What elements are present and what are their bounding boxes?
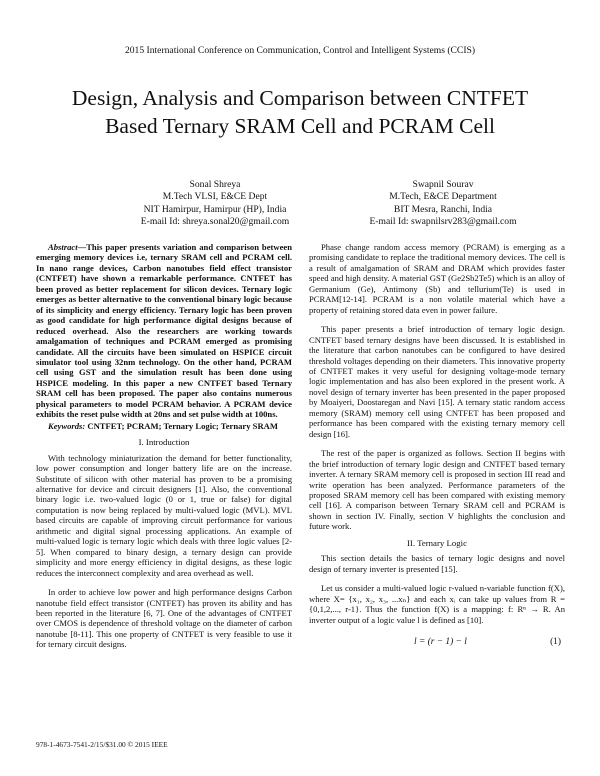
author-1-dept: M.Tech VLSI, E&CE Dept xyxy=(162,191,268,203)
title-line-2: Based Ternary SRAM Cell and PCRAM Cell xyxy=(105,114,495,138)
copyright-footer: 978-1-4673-7541-2/15/$31.00 © 2015 IEEE xyxy=(36,740,168,749)
section-heading-introduction: I. Introduction xyxy=(138,437,190,448)
abstract xyxy=(36,242,292,431)
abstract-text xyxy=(36,242,292,420)
author-2-dept: M.Tech, E&CE Department xyxy=(389,191,497,203)
overview-paragraph: This paper presents a brief introduction of ternary logic design. CNTFET based ternary designs have been discussed. It is established in the literature that carbon nanotubes can be configured to have desired threshold voltages depending on their diameters. This innovative property of CNTFET makes it very useful for designing voltage-mode ternary logic implementation and has also been explored in the present work. A novel design of ternary inverter has been presented in the paper proposed by Moaiyeri, Doostaregan and Navi [15]. A ternary static random access memory (SRAM) memory cell using CNTFET has been proposed and performance has been compared with the existing ternary memory cell design [16]. xyxy=(309,324,565,439)
intro-paragraph-1: With technology miniaturization the demand for better functionality, low power consumption and longer battery life are on the increase. Substitute of silicon with other material has proven to be a promising alternative for device and circuit designers [1]. Also, the conventional binary logic i.e. two-valued logic (0 or 1, true or false) for digital computation is now being replaced by multi-valued logic (MVL). MVL based circuits are capable of improving circuit performance for various arithmetic and digital signal processing applications. An example of multi-valued logic is ternary logic which deals with three logic values [2-5]. When compared to binary design, a ternary design can provide simplicity and more energy efficiency in digital designs, as these logic reduces the interconnect complexity and area overhead as well. xyxy=(36,452,292,578)
author-2-email: E-mail Id: swapnilsrv283@gmail.com xyxy=(369,216,517,228)
abstract-body: —This paper presents variation and comparison between emerging memory devices i.e, ternary SRAM cell and PCRAM cell. In nano range devices, Carbon nanotubes field effect transistor (CNTFET) have shown a remarkable performance. CNTFET has been proved as better replacement for silicon devices. Ternary logic emerges as better alternative to the conventional binary logic because of its simplicity and energy efficiency. Ternary logic has been proven as good candidate for high performance digital designs because of reduced overhead. Also the researchers are working towards amalgamation of techniques and PCRAM emerged as promising candidate. All the circuits have been simulated on HSPICE circuit simulator tool using 32nm technology. On the other hand, PCRAM cell using GST and the simulation result has been done using HSPICE modeling. In this paper a new CNTFET based Ternary SRAM cell has been proposed. The paper also contains numerous physical parameters to model PCRAM behavior. A PCRAM device exhibits the reset pulse width at 20ns and set pulse width at 100ns. xyxy=(36,242,292,420)
conference-header: 2015 International Conference on Communication, Control and Intelligent Systems (CCIS) xyxy=(124,45,476,56)
equation-formula: l = (r − 1) − l xyxy=(414,636,467,647)
author-1-affiliation: NIT Hamirpur, Hamirpur (HP), India xyxy=(143,203,287,215)
abstract-label: Abstract xyxy=(48,242,78,252)
multivalued-logic-paragraph: Let us consider a multi-valued logic r-valued n-variable function f(X), where X= {x₁, x₂, x₃, ...xₙ} and each xᵢ can take up values from R = {0,1,2,..., r-1}. Thus the function f(X) is a mapping: f: Rⁿ → R. An inverter output of a logic value l is defined as [10]. xyxy=(309,583,565,625)
author-1-block xyxy=(105,179,325,229)
keywords-text: CNTFET; PCRAM; Ternary Logic; Ternary SRAM xyxy=(85,420,278,431)
author-2-name: Swapnil Sourav xyxy=(412,179,474,190)
left-column xyxy=(36,242,292,650)
equation-1 xyxy=(309,637,565,651)
section-heading-ternary-logic: II. Ternary Logic xyxy=(406,537,468,548)
equation-number: (1) xyxy=(550,636,561,647)
author-1-email: E-mail Id: shreya.sonal20@gmail.com xyxy=(140,216,290,228)
author-2-block xyxy=(333,179,553,229)
right-column xyxy=(309,242,565,651)
pcram-paragraph: Phase change random access memory (PCRAM) is emerging as a promising candidate to replace the traditional memory devices. The cell is a result of amalgamation of SRAM and DRAM which provides faster speed and high density. A material GST (Ge2Sb2Te5) which is an alloy of Germanium (Ge), Antimony (Sb) and tellurium(Te) is used in PCRAM[12-14]. PCRAM is a non volatile material which have a property of retaining stored data even in power failure. xyxy=(309,242,565,315)
author-2-affiliation: BIT Mesra, Ranchi, India xyxy=(393,203,493,215)
author-1-name: Sonal Shreya xyxy=(189,179,241,190)
title-line-1: Design, Analysis and Comparison between CNTFET xyxy=(71,86,529,110)
ternary-intro-paragraph: This section details the basics of ternary logic designs and novel design of ternary inverter is presented [15]. xyxy=(309,553,565,574)
keywords-label: Keywords: xyxy=(48,420,86,431)
keywords xyxy=(36,421,292,431)
intro-paragraph-2: In order to achieve low power and high performance designs Carbon nanotube field effect transistor (CNTFET) has proven its ability and has been reported in the literature [6, 7]. One of the advantages of CNTFET over CMOS is dependence of threshold voltage on the diameter of carbon nanotube [8-11]. This one property of CNTFET is very feasible to use it for ternary circuit designs. xyxy=(36,587,292,650)
organization-paragraph: The rest of the paper is organized as follows. Section II begins with the brief introduction of ternary logic design and CNTFET based ternary inverter. A ternary SRAM memory cell is proposed in section III read and write operation has been analyzed. Performance parameters of the proposed SRAM memory cell has been compared with existing memory cell [16]. A comparison between Ternary SRAM cell and PCRAM is shown in section IV. Finally, section V highlights the conclusion and future work. xyxy=(309,448,565,532)
paper-title xyxy=(0,84,600,140)
